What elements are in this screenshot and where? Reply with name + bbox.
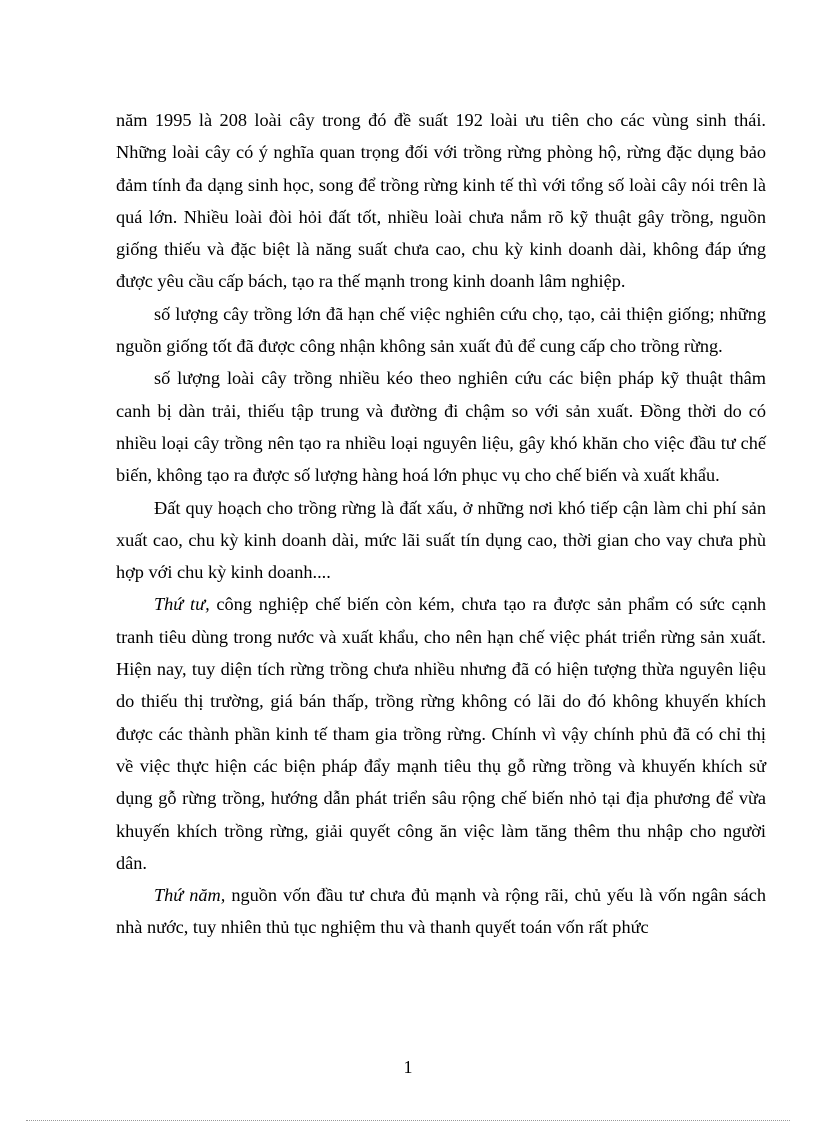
paragraph-6-lead: Thứ năm, <box>154 885 226 906</box>
paragraph-5 <box>116 588 766 879</box>
paragraph-3 <box>116 362 766 491</box>
paragraph-2-text: số lượng cây trồng lớn đã hạn chế việc nghiên cứu chọ, tạo, cải thiện giống; những nguồn giống tốt đã được công nhận không sản xuất đủ để cung cấp cho trồng rừng. <box>116 303 766 357</box>
paragraph-3-text: số lượng loài cây trồng nhiều kéo theo nghiên cứu các biện pháp kỹ thuật thâm canh bị dàn trải, thiếu tập trung và đường đi chậm so với sản xuất. Đồng thời do có nhiều loại cây trồng nên tạo ra nhiều loại nguyên liệu, gây khó khăn cho việc đầu tư chế biến, không tạo ra được số lượng hàng hoá lớn phục vụ cho chế biến và xuất khẩu. <box>116 368 766 486</box>
page-number: 1 <box>403 1057 413 1077</box>
paragraph-5-lead: Thứ tư, <box>154 594 210 615</box>
paragraph-1-text: năm 1995 là 208 loài cây trong đó đề suất 192 loài ưu tiên cho các vùng sinh thái. Những loài cây có ý nghĩa quan trọng đối với trồng rừng phòng hộ, rừng đặc dụng bảo đảm tính đa dạng sinh học, song để trồng rừng kinh tế thì với tổng số loài cây nói trên là quá lớn. Nhiều loài đòi hỏi đất tốt, nhiều loài chưa nắm rõ kỹ thuật gây trồng, nguồn giống thiếu và đặc biệt là năng suất chưa cao, chu kỳ kinh doanh dài, không đáp ứng được yêu cầu cấp bách, tạo ra thế mạnh trong kinh doanh lâm nghiệp. <box>116 110 766 292</box>
paragraph-4-text: Đất quy hoạch cho trồng rừng là đất xấu, ở những nơi khó tiếp cận làm chi phí sản xuất cao, chu kỳ kinh doanh dài, mức lãi suất tín dụng cao, thời gian cho vay chưa phù hợp với chu kỳ kinh doanh.... <box>116 497 766 583</box>
paragraph-6 <box>116 879 766 944</box>
body-text <box>116 104 766 944</box>
paragraph-6-text: nguồn vốn đầu tư chưa đủ mạnh và rộng rãi, chủ yếu là vốn ngân sách nhà nước, tuy nhiên thủ tục nghiệm thu và thanh quyết toán vốn rất phức <box>116 885 766 938</box>
paragraph-1 <box>116 104 766 298</box>
paragraph-5-text: công nghiệp chế biến còn kém, chưa tạo ra được sản phẩm có sức cạnh tranh tiêu dùng trong nước và xuất khẩu, cho nên hạn chế việc phát triển rừng sản xuất. Hiện nay, tuy diện tích rừng trồng chưa nhiều nhưng đã có hiện tượng thừa nguyên liệu do thiếu thị trường, giá bán thấp, trồng rừng không có lãi do đó không khuyến khích được các thành phần kinh tế tham gia trồng rừng. Chính vì vậy chính phủ đã có chỉ thị về việc thực hiện các biện pháp đẩy mạnh tiêu thụ gỗ rừng trồng và khuyến khích sử dụng gỗ rừng trồng, hướng dẫn phát triển sâu rộng chế biến nhỏ tại địa phương để vừa khuyến khích trồng rừng, giải quyết công ăn việc làm tăng thêm thu nhập cho người dân. <box>116 594 766 873</box>
paragraph-4 <box>116 492 766 589</box>
page-bottom-border <box>26 1120 790 1121</box>
paragraph-2 <box>116 298 766 363</box>
